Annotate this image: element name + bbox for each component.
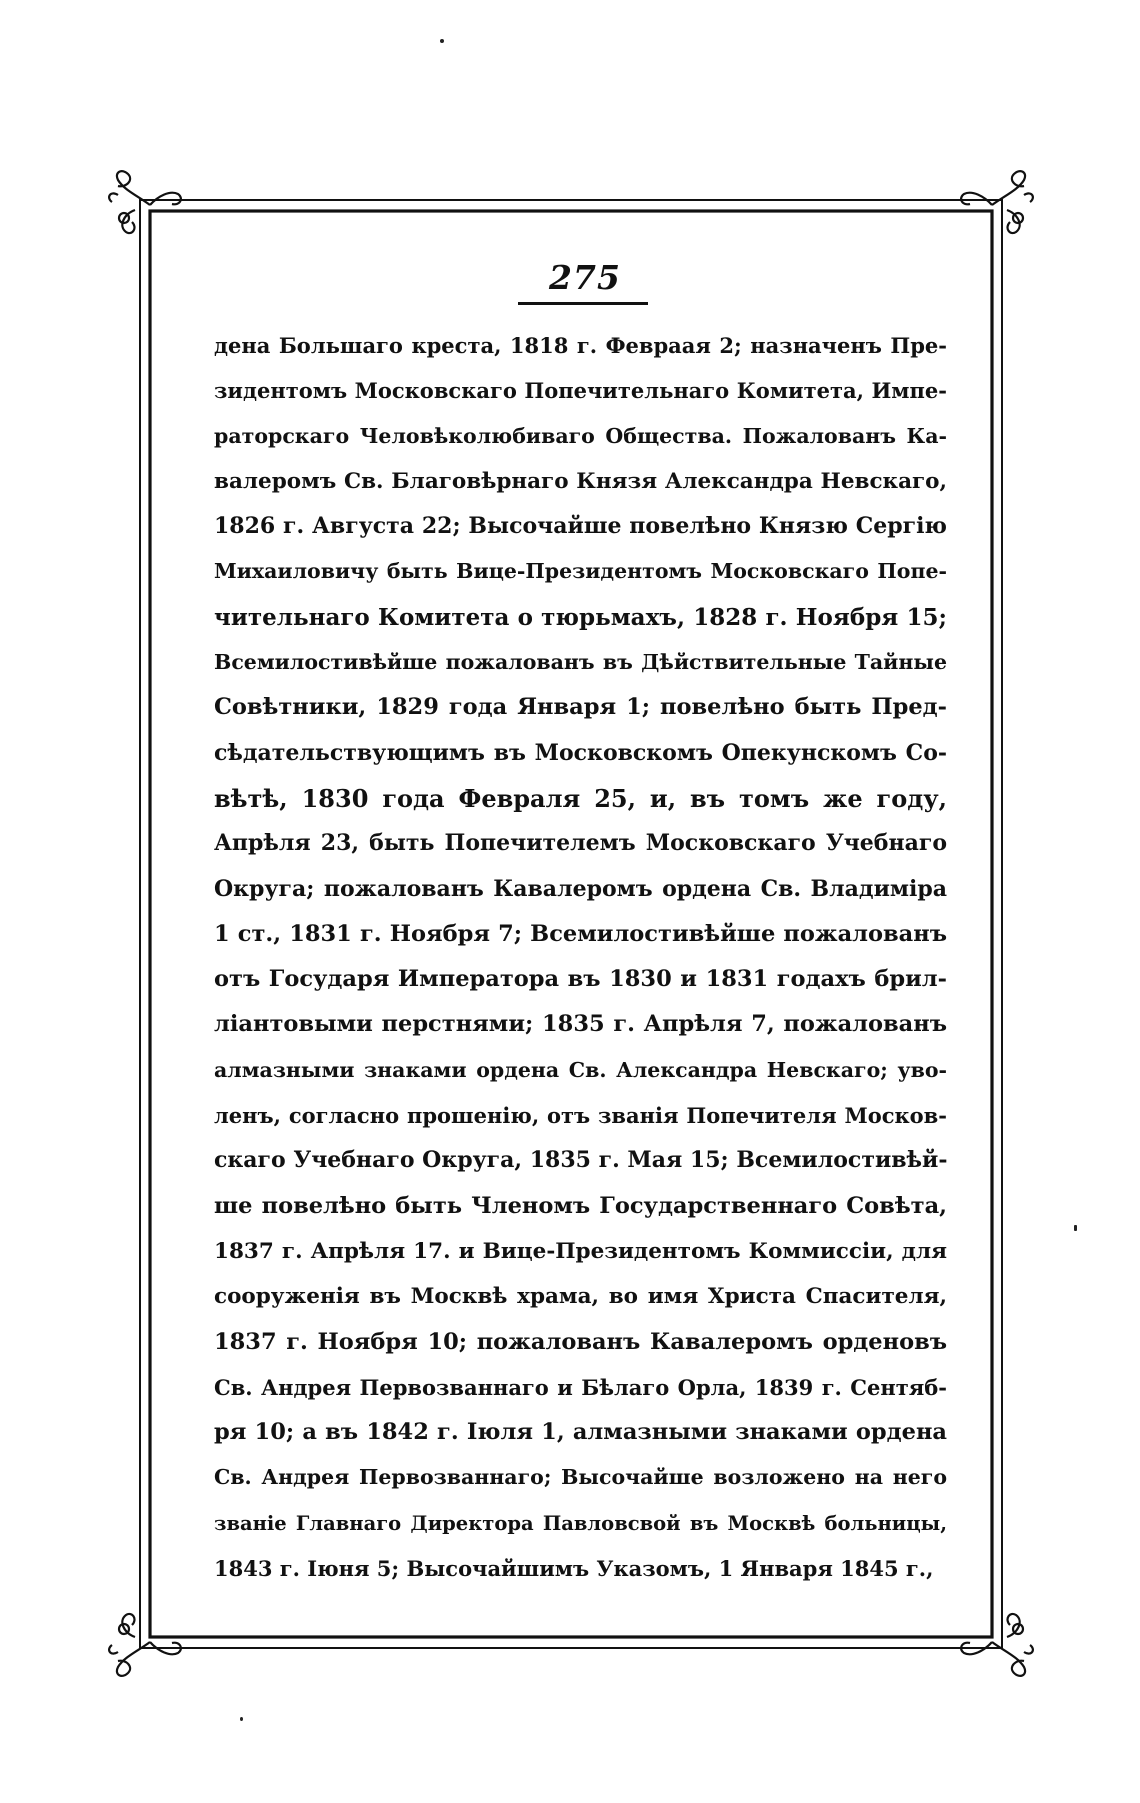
corner-ornament-bottom-left [109,1614,181,1676]
corner-ornament-top-left [109,171,181,233]
scan-speck [440,39,444,43]
text-line: Михаиловичу быть Вице-Президентомъ Московскаго Попе- [214,559,947,584]
text-line: 1843 г. Іюня 5; Высочайшимъ Указомъ, 1 Января 1845 г., [214,1556,934,1582]
body-text [214,323,947,1591]
text-line: алмазными знаками ордена Св. Александра Невскаго; уво- [214,1057,947,1082]
text-line: Совѣтники, 1829 года Января 1; повелѣно быть Пред- [214,694,947,721]
text-line: Всемилостивѣйше пожалованъ въ Дѣйствительные Тайные [214,650,947,675]
text-line: отъ Государя Императора въ 1830 и 1831 годахъ брил- [214,966,947,993]
text-line: валеромъ Св. Благовѣрнаго Князя Александра Невскаго, [214,468,947,494]
text-line: сооруженія въ Москвѣ храма, во имя Христа Спасителя, [214,1284,947,1310]
text-line: Св. Андрея Первозваннаго; Высочайше возложено на него [214,1465,947,1490]
corner-ornament-top-right [961,171,1033,233]
text-line: 1826 г. Августа 22; Высочайше повелѣно Князю Сергію [214,513,947,540]
text-line: 1837 г. Ноября 10; пожалованъ Кавалеромъ орденовъ [214,1328,947,1355]
text-line: ше повелѣно быть Членомъ Государственнаго Совѣта, [214,1192,947,1219]
text-line: Апрѣля 23, быть Попечителемъ Московскаго Учебнаго [214,830,947,857]
scan-speck [240,1717,243,1721]
scan-speck [1074,1225,1077,1231]
text-line: ленъ, согласно прошенію, отъ званія Попечителя Москов- [214,1103,947,1129]
text-line: чительнаго Комитета о тюрьмахъ, 1828 г. Ноября 15; [214,603,947,631]
text-line: зидентомъ Московскаго Попечительнаго Комитета, Импе- [214,378,947,404]
text-line: Округа; пожалованъ Кавалеромъ ордена Св. Владиміра [214,875,947,902]
text-line: дена Большаго креста, 1818 г. Февраая 2; назначенъ Пре- [214,333,947,358]
page-number: 275 [549,258,621,297]
text-line: 1 ст., 1831 г. Ноября 7; Всемилостивѣйше пожалованъ [214,920,947,947]
corner-ornament-bottom-right [961,1614,1033,1676]
text-line: ря 10; а въ 1842 г. Іюля 1, алмазными знаками ордена [214,1419,947,1446]
text-line: 1837 г. Апрѣля 17. и Вице-Президентомъ Коммиссіи, для [214,1238,947,1264]
text-line: ліантовыми перстнями; 1835 г. Апрѣля 7, пожалованъ [214,1011,947,1038]
text-line: Св. Андрея Первозваннаго и Бѣлаго Орла, 1839 г. Сентяб- [214,1374,947,1400]
text-line: скаго Учебнаго Округа, 1835 г. Мая 15; Всемилостивѣй- [214,1147,947,1174]
text-line: вѣтѣ, 1830 года Февраля 25, и, въ томъ же году, [214,783,947,813]
text-line: сѣдательствующимъ въ Московскомъ Опекунскомъ Со- [214,739,947,766]
page-number-rule [518,302,648,305]
text-line: званіе Главнаго Директора Павловсвой въ Москвѣ больницы, [214,1511,947,1535]
text-line: раторскаго Человѣколюбиваго Общества. Пожалованъ Ка- [214,423,947,448]
